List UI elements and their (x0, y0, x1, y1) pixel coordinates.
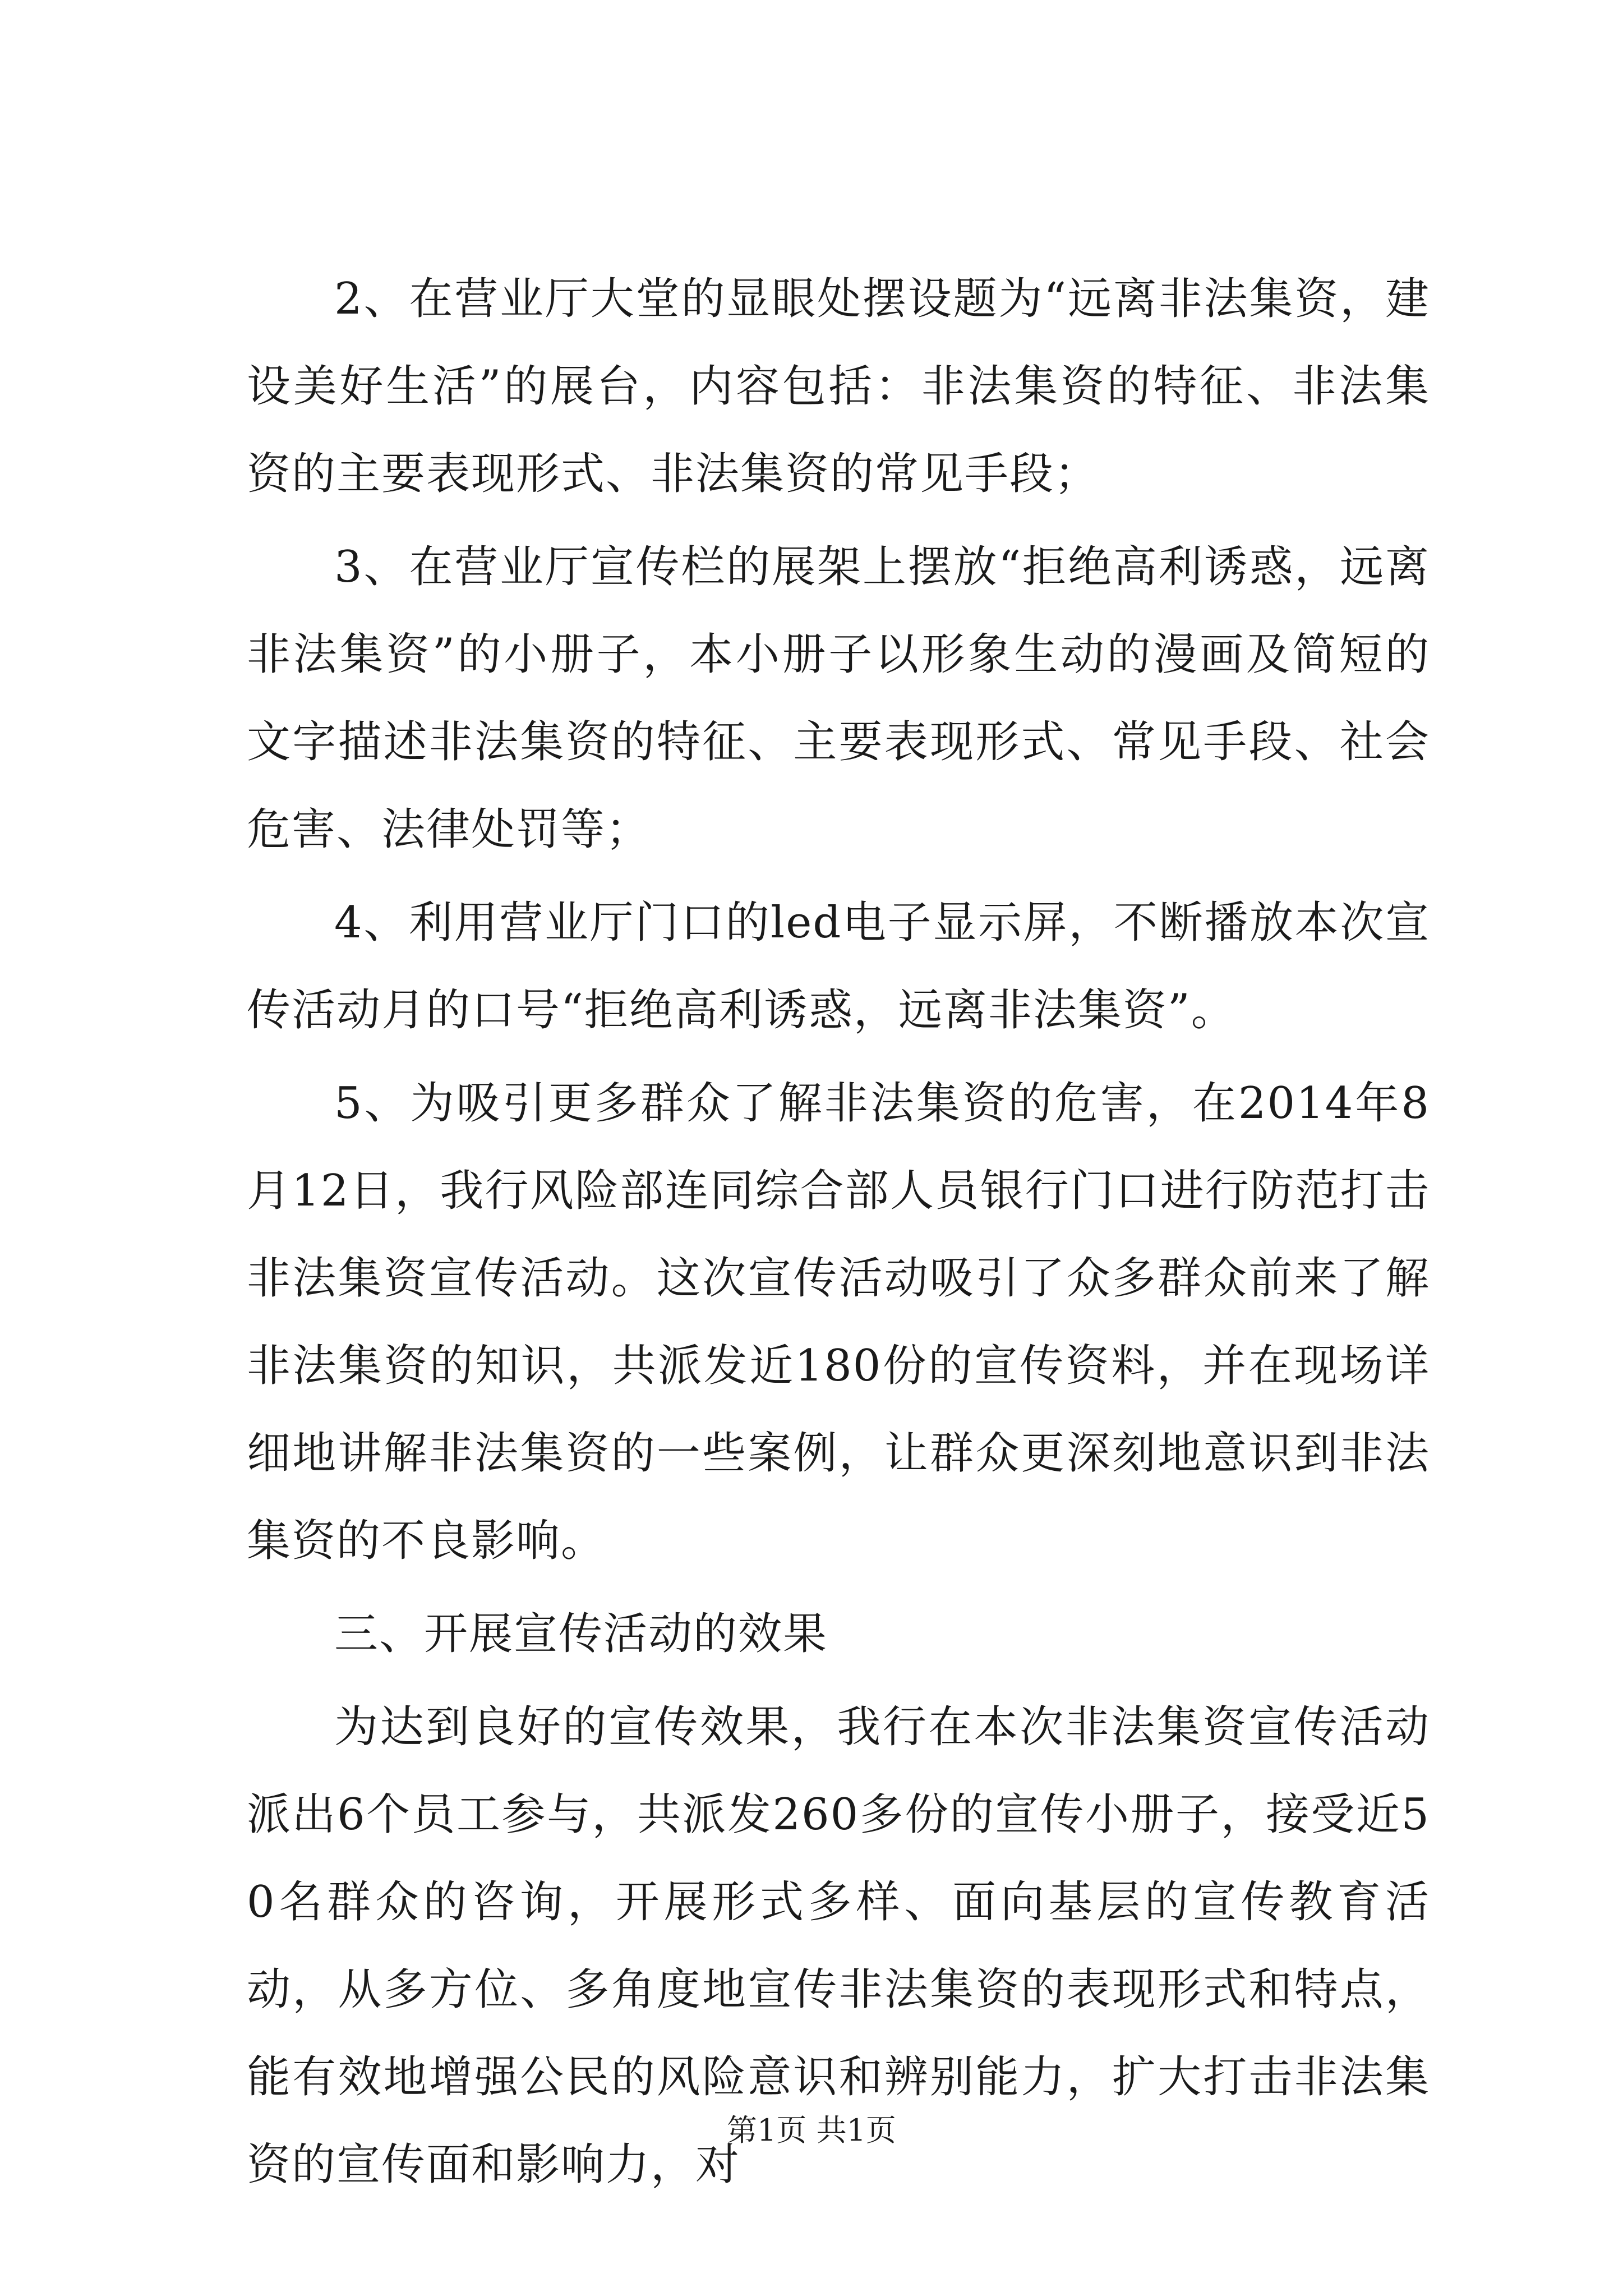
paragraph-item-5: 5、为吸引更多群众了解非法集资的危害，在2014年8月12日，我行风险部连同综合部人员银行门口进行防范打击非法集资宣传活动。这次宣传活动吸引了众多群众前来了解非法集资的知识，共派发近180份的宣传资料，并在现场详细地讲解非法集资的一些案例，让群众更深刻地意识到非法集资的不良影响。 (247, 1078, 1430, 1566)
paragraph-item-2: 2、在营业厅大堂的显眼处摆设题为“远离非法集资，建设美好生活”的展台，内容包括：非法集资的特征、非法集资的主要表现形式、非法集资的常见手段； (247, 274, 1430, 499)
paragraph-item-3: 3、在营业厅宣传栏的展架上摆放“拒绝高利诱惑，远离非法集资”的小册子，本小册子以形象生动的漫画及简短的文字描述非法集资的特征、主要表现形式、常见手段、社会危害、法律处罚等； (247, 542, 1430, 855)
page-footer: 第1页 共1页 (727, 2113, 896, 2148)
paragraph-effects: 为达到良好的宣传效果，我行在本次非法集资宣传活动派出6个员工参与，共派发260多份的宣传小册子，接受近50名群众的咨询，开展形式多样、面向基层的宣传教育活动，从多方位、多角度地宣传非法集资的表现形式和特点，能有效地增强公民的风险意识和辨别能力，扩大打击非法集资的宣传面和影响力，对 (247, 1702, 1430, 2190)
document-body (247, 255, 1430, 2214)
section-heading: 三、开展宣传活动的效果 (334, 1609, 828, 1659)
paragraph-item-4: 4、利用营业厅门口的led电子显示屏，不断播放本次宣传活动月的口号“拒绝高利诱惑，远离非法集资”。 (247, 898, 1430, 1036)
